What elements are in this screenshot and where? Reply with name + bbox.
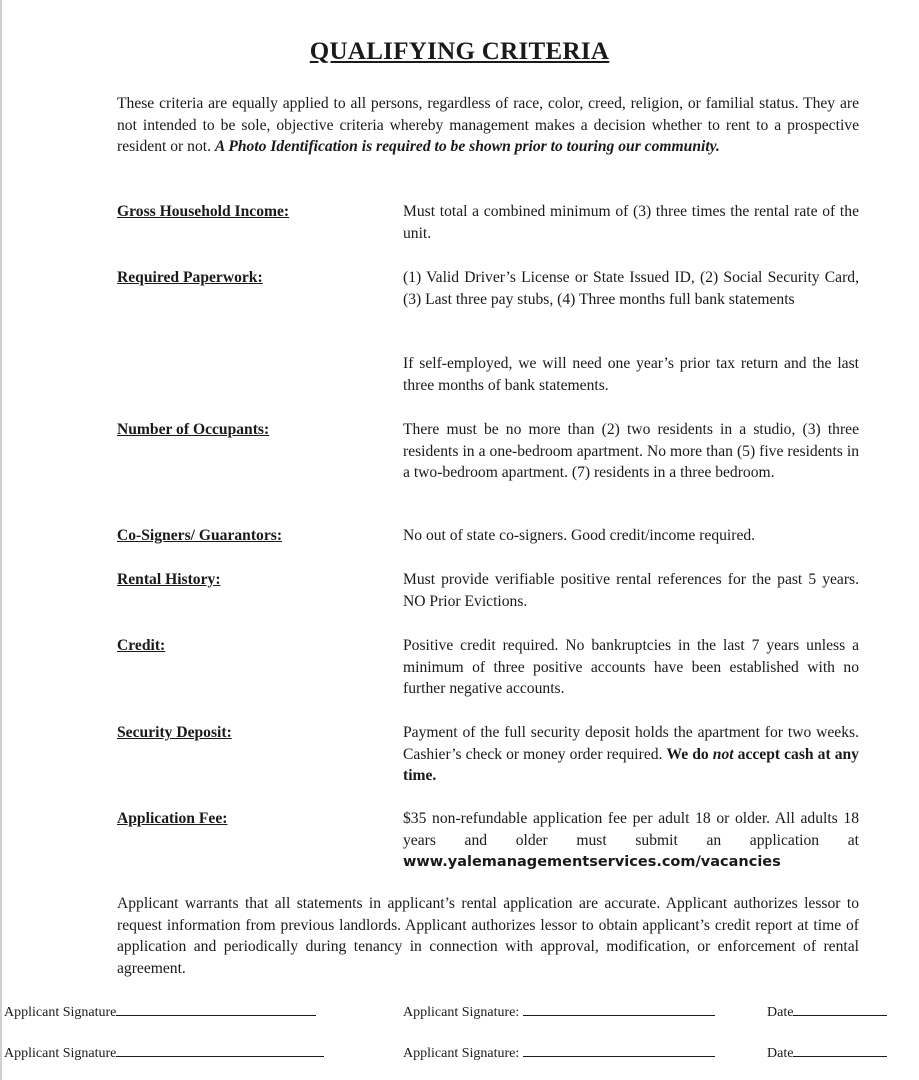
signature-row-2-date [767, 1044, 887, 1063]
signature-row-1-date [767, 1003, 887, 1022]
closing-paragraph: Applicant warrants that all statements in applicant’s rental application are accurate. Applicant authorizes lessor to request information from previous landlords. Applicant authorizes lessor to obtain applicant’s credit report at time of application and periodically during tenancy in connection with approval, modification, or enforcement of rental agreement. [117, 895, 859, 977]
signature-row-2-left [4, 1044, 324, 1063]
intro-paragraph [117, 93, 859, 158]
occupants-text: There must be no more than (2) two residents in a studio, (3) three residents in a one-bedroom apartment. No more than (5) five residents in a two-bedroom apartment. (7) residents in a three bedroom. [403, 421, 859, 481]
page-title: QUALIFYING CRITERIA [309, 38, 610, 65]
no-cash-notice-not: not [712, 745, 734, 763]
date-label: Date [767, 1046, 794, 1061]
date-label: Date [767, 1005, 794, 1020]
deposit-label: Security Deposit: [117, 724, 232, 741]
credit-label: Credit: [117, 637, 166, 654]
applicant-signature-line[interactable] [116, 1044, 324, 1057]
deposit-text [403, 722, 859, 787]
rental-history-label: Rental History: [117, 571, 221, 588]
applicant-signature-line[interactable] [116, 1003, 316, 1016]
applicant-signature-label: Applicant Signature: [403, 1046, 520, 1061]
cosigners-label: Co-Signers/ Guarantors: [117, 527, 283, 544]
fee-label: Application Fee: [117, 810, 228, 827]
photo-id-notice: A Photo Identification is required to be shown prior to touring our community. [214, 138, 720, 155]
no-cash-notice-a: We do [666, 745, 709, 763]
rental-history-text: Must provide verifiable positive rental references for the past 5 years. NO Prior Evictions. [403, 571, 859, 610]
intro-text: These criteria are equally applied to all persons, regardless of race, color, creed, religion, or familial status. They are not intended to be sole, objective criteria whereby management makes a decision whether to rent to a prospective resident or not. [117, 95, 859, 155]
vacancies-url[interactable]: www.yalemanagementservices.com/vacancies [403, 854, 781, 870]
signature-row-2-middle [403, 1044, 715, 1063]
applicant-signature-line[interactable] [523, 1003, 715, 1016]
no-cash-notice-b: accept cash at any time. [403, 745, 859, 784]
income-label: Gross Household Income: [117, 203, 290, 220]
occupants-label: Number of Occupants: [117, 421, 270, 438]
paperwork-self-employed-text: If self-employed, we will need one year’s prior tax return and the last three months of bank statements. [403, 355, 859, 394]
fee-body: $35 non-refundable application fee per adult 18 or older. All adults 18 years and older must submit an application at [403, 810, 859, 849]
applicant-signature-label: Applicant Signature [4, 1046, 117, 1061]
cosigners-text: No out of state co-signers. Good credit/income required. [403, 527, 756, 544]
signature-row-1-middle [403, 1003, 715, 1022]
paperwork-text: (1) Valid Driver’s License or State Issued ID, (2) Social Security Card, (3) Last three pay stubs, (4) Three months full bank statements [403, 269, 859, 308]
applicant-signature-label: Applicant Signature: [403, 1005, 520, 1020]
credit-text: Positive credit required. No bankruptcies in the last 7 years unless a minimum of three positive accounts have been established with no further negative accounts. [403, 637, 859, 697]
applicant-signature-label: Applicant Signature [4, 1005, 117, 1020]
deposit-body: Payment of the full security deposit holds the apartment for two weeks. Cashier’s check or money order required. [403, 724, 859, 763]
date-line[interactable] [793, 1044, 887, 1057]
income-text: Must total a combined minimum of (3) three times the rental rate of the unit. [403, 203, 859, 242]
paperwork-label: Required Paperwork: [117, 269, 263, 286]
page-edge [0, 0, 2, 1080]
fee-text [403, 808, 859, 874]
date-line[interactable] [793, 1003, 887, 1016]
signature-row-1-left [4, 1003, 316, 1022]
applicant-signature-line[interactable] [523, 1044, 715, 1057]
